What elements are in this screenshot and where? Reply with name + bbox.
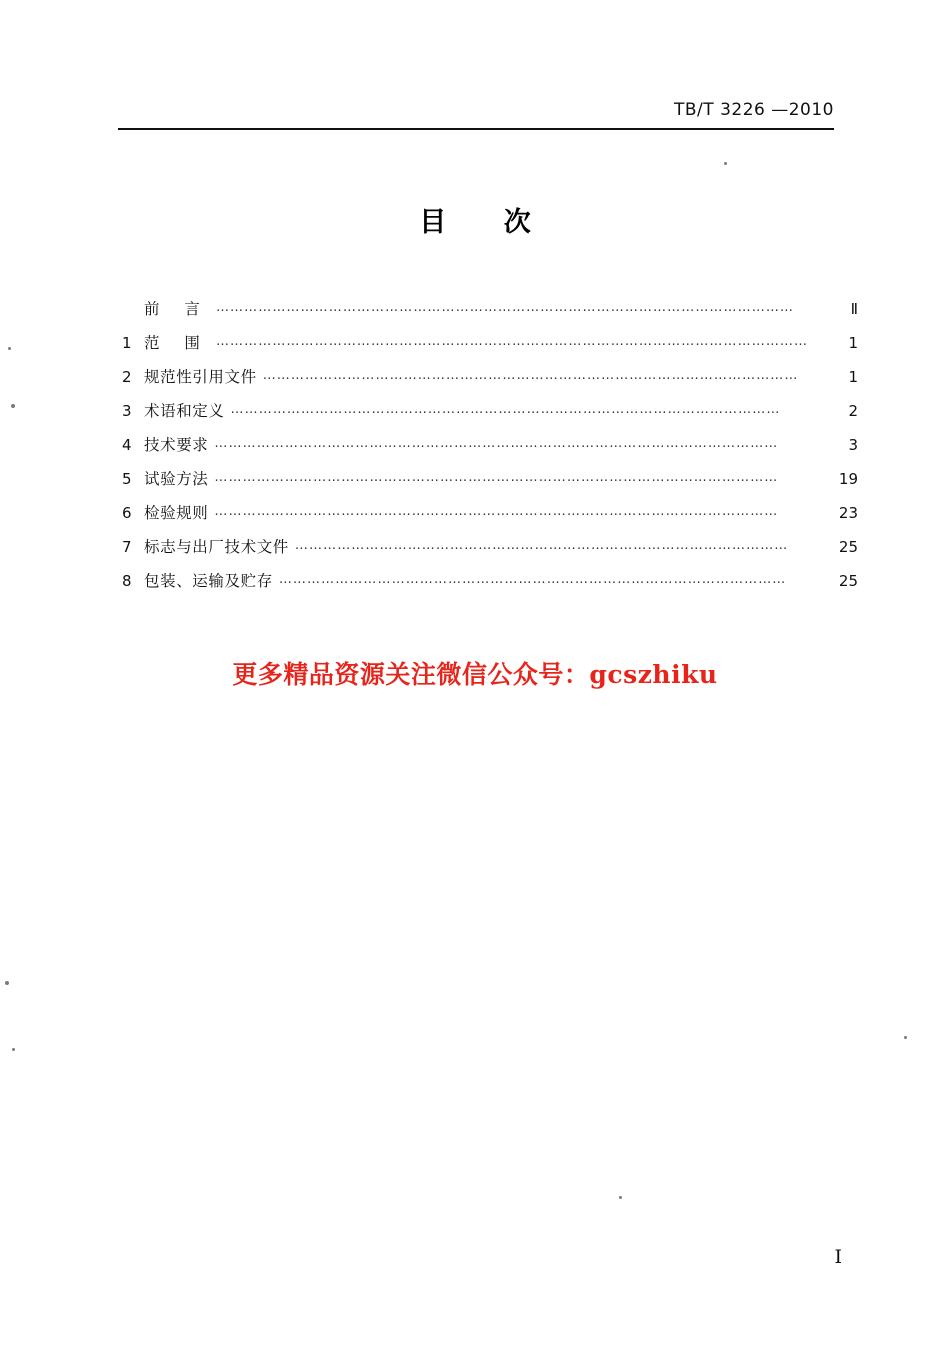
- toc-entry-number: 6: [122, 504, 132, 522]
- toc-entry-label: 标志与出厂技术文件: [144, 538, 289, 556]
- toc-entry-number: 1: [122, 334, 132, 352]
- toc-entry-page: 23: [838, 504, 858, 522]
- page-title: 目 次: [419, 207, 555, 238]
- promo-watermark: 更多精品资源关注微信公众号：gcszhiku: [232, 660, 718, 689]
- toc-leader-dots: ……………………………………………………………………………………………………: [262, 368, 799, 383]
- toc-leader-dots: ……………………………………………………………………………………………………………: [215, 300, 795, 315]
- toc-entry-number: 7: [122, 538, 132, 556]
- toc-leader-dots: …………………………………………………………………………………………………………: [214, 504, 779, 519]
- toc-entry-number: 5: [122, 470, 132, 488]
- toc-leader-dots: ………………………………………………………………………………………………………………: [215, 334, 809, 349]
- toc-entry-page: Ⅱ: [850, 300, 858, 318]
- scan-speck: [619, 1196, 622, 1199]
- toc-entry-page: 25: [838, 572, 858, 590]
- toc-entry-number: 3: [122, 402, 132, 420]
- toc-entry-page: 25: [838, 538, 858, 556]
- toc-leader-dots: ………………………………………………………………………………………………………: [230, 402, 781, 417]
- standard-number: TB/T 3226 —2010: [674, 100, 834, 120]
- toc-entry-number: 2: [122, 368, 132, 386]
- header-rule: [118, 128, 834, 130]
- toc-entry[interactable]: [122, 326, 858, 360]
- scan-speck: [12, 1048, 15, 1051]
- toc-entry-label: 包装、运输及贮存: [144, 572, 273, 590]
- scan-speck: [5, 981, 9, 985]
- toc-leader-dots: …………………………………………………………………………………………………………: [214, 470, 779, 485]
- toc-entry-label: 检验规则: [144, 504, 209, 522]
- toc-entry-label: 前 言: [144, 300, 210, 318]
- toc-entry-page: 19: [838, 470, 858, 488]
- table-of-contents: [122, 292, 858, 598]
- toc-entry-number: 8: [122, 572, 132, 590]
- toc-entry[interactable]: [122, 292, 858, 326]
- toc-entry[interactable]: [122, 496, 858, 530]
- scan-speck: [8, 347, 11, 350]
- toc-leader-dots: ……………………………………………………………………………………………: [294, 538, 789, 553]
- toc-entry[interactable]: [122, 530, 858, 564]
- toc-entry[interactable]: [122, 462, 858, 496]
- toc-leader-dots: ………………………………………………………………………………………………: [278, 572, 787, 587]
- toc-entry-label: 规范性引用文件: [144, 368, 257, 386]
- scan-speck: [724, 162, 727, 165]
- toc-entry-label: 技术要求: [144, 436, 209, 454]
- toc-entry-page: 3: [848, 436, 858, 454]
- page-number: I: [834, 1246, 842, 1268]
- toc-entry-number: 4: [122, 436, 132, 454]
- toc-entry-label: 术语和定义: [144, 402, 225, 420]
- toc-leader-dots: …………………………………………………………………………………………………………: [214, 436, 779, 451]
- toc-entry[interactable]: [122, 564, 858, 598]
- scan-speck: [904, 1036, 907, 1039]
- toc-entry[interactable]: [122, 360, 858, 394]
- toc-entry-page: 1: [848, 334, 858, 352]
- toc-entry-page: 2: [848, 402, 858, 420]
- toc-entry-label: 范 围: [144, 334, 210, 352]
- scan-speck: [11, 404, 15, 408]
- toc-entry-page: 1: [848, 368, 858, 386]
- toc-entry-label: 试验方法: [144, 470, 209, 488]
- toc-entry[interactable]: [122, 428, 858, 462]
- toc-entry[interactable]: [122, 394, 858, 428]
